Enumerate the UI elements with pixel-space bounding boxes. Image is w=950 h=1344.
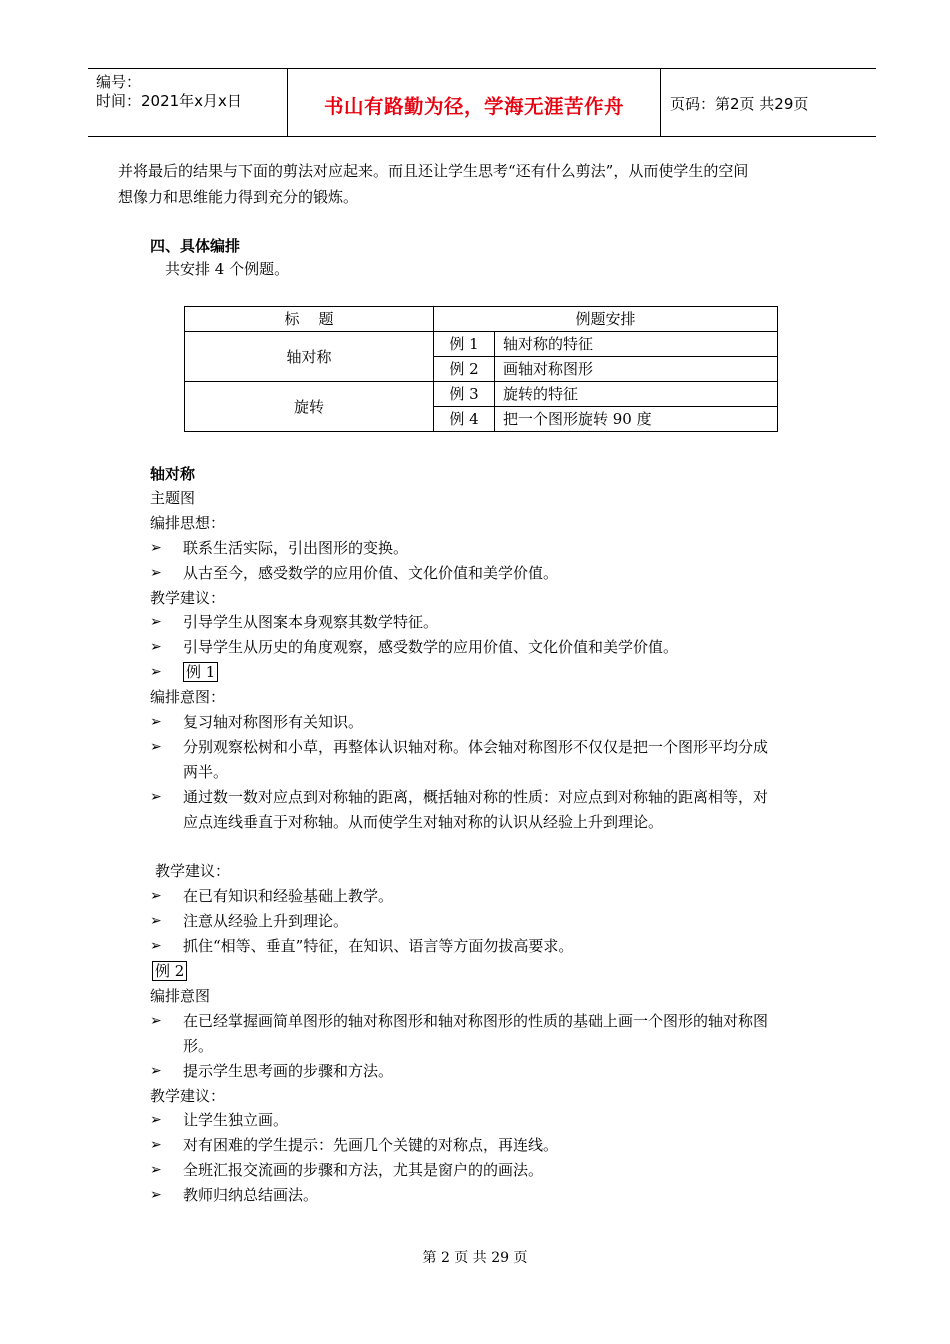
table-cell-example: 例 4: [434, 407, 495, 432]
bullet-arrow-icon: ➢: [150, 639, 162, 655]
example-2-line: [152, 961, 187, 981]
axis-design-label: 编排思想：: [150, 514, 226, 532]
page-footer: 第 2 页 共 29 页: [422, 1250, 528, 1266]
bullet-arrow-icon: ➢: [150, 1063, 162, 1079]
bullet-arrow-icon: ➢: [150, 540, 162, 556]
intro-line-1: 并将最后的结果与下面的剪法对应起来。而且还让学生思考“还有什么剪法”，从而使学生的空间: [118, 162, 749, 180]
table-cell-desc: 画轴对称图形: [495, 357, 778, 382]
bullet-arrow-icon: ➢: [150, 614, 162, 630]
bullet-arrow-icon: ➢: [150, 888, 162, 904]
section-summary: 共安排 4 个例题。: [165, 260, 290, 278]
bullet-arrow-icon: ➢: [150, 1162, 162, 1178]
axis-intent-label: 编排意图：: [150, 688, 226, 706]
bullet-arrow-icon: ➢: [150, 913, 162, 929]
example-plan-table: [184, 306, 778, 432]
example-1-label: 例 1: [183, 662, 218, 682]
table-cell-example: 例 2: [434, 357, 495, 382]
table-header-row: [185, 307, 778, 332]
table-cell-desc: 轴对称的特征: [495, 332, 778, 357]
axis-title: 轴对称: [150, 465, 196, 483]
header-bottom-rule: [88, 136, 876, 137]
axis-teach2-label: 教学建议：: [155, 862, 231, 880]
header-number-label: 编号：: [96, 73, 142, 91]
table-group-title: 旋转: [185, 382, 434, 432]
example-2-label: 例 2: [152, 961, 187, 981]
axis-teach3-label: 教学建议：: [150, 1087, 226, 1105]
header-time-label: 时间：2021年x月x日: [96, 92, 242, 110]
header-top-rule: [88, 68, 876, 69]
bullet-arrow-icon: ➢: [150, 938, 162, 954]
bullet-arrow-icon: ➢: [150, 1187, 162, 1203]
bullet-arrow-icon: ➢: [150, 565, 162, 581]
table-row: [185, 382, 778, 407]
bullet-arrow-icon: ➢: [150, 1013, 162, 1029]
table-group-title: 轴对称: [185, 332, 434, 382]
bullet-arrow-icon: ➢: [150, 789, 162, 805]
intro-line-2: 想像力和思维能力得到充分的锻炼。: [118, 188, 359, 206]
table-cell-example: 例 3: [434, 382, 495, 407]
header-divider-2: [660, 68, 661, 136]
table-cell-desc: 把一个图形旋转 90 度: [495, 407, 778, 432]
table-row: [185, 332, 778, 357]
header-motto: 书山有路勤为径，学海无涯苦作舟: [323, 95, 624, 118]
list-item-continuation: 形。: [183, 1037, 214, 1055]
bullet-arrow-icon: ➢: [150, 1137, 162, 1153]
header-divider-1: [287, 68, 288, 136]
axis-teach-label: 教学建议：: [150, 589, 226, 607]
table-header-plan: 例题安排: [434, 307, 778, 332]
table-header-title: 标 题: [185, 307, 434, 332]
section-title: 四、具体编排: [150, 237, 241, 255]
bullet-arrow-icon: ➢: [150, 664, 162, 680]
axis-intent2-label: 编排意图: [150, 987, 211, 1005]
axis-theme: 主题图: [150, 489, 196, 507]
bullet-arrow-icon: ➢: [150, 1112, 162, 1128]
list-item-continuation: 两半。: [183, 763, 229, 781]
header-page-label: 页码：第2页 共29页: [670, 95, 809, 113]
list-item-continuation: 应点连线垂直于对称轴。从而使学生对轴对称的认识从经验上升到理论。: [183, 813, 664, 831]
bullet-arrow-icon: ➢: [150, 714, 162, 730]
bullet-arrow-icon: ➢: [150, 739, 162, 755]
table-cell-desc: 旋转的特征: [495, 382, 778, 407]
table-cell-example: 例 1: [434, 332, 495, 357]
